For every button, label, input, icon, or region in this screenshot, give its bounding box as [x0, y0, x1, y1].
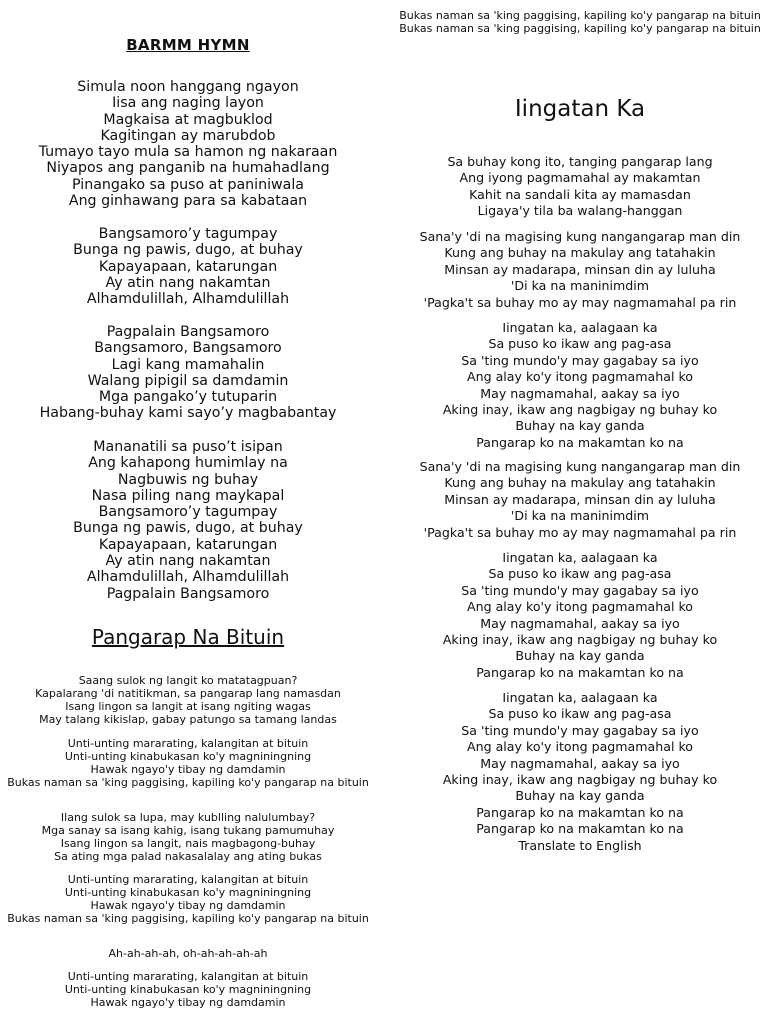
lyric-line: Sa ating mga palad nakasalalay ang ating bukas [54, 849, 322, 863]
lyric-line: Kahit na sandali kita ay mamasdan [469, 186, 691, 202]
lyric-line: Sa buhay kong ito, tanging pangarap lang [447, 154, 713, 169]
lyric-line: Unti-unting mararating, kalangitan at bituin [67, 737, 309, 750]
lyric-line: Buhay na kay ganda [515, 788, 645, 804]
lyric-line: Hawak ngayo'y tibay ng damdamin [90, 995, 286, 1009]
lyric-line: Saang sulok ng langit ko matatagpuan? [78, 674, 298, 687]
lyric-line: Kapalarang 'di natitikman, sa pangarap lang namasdan [35, 686, 341, 700]
stanza [394, 459, 766, 541]
lyric-line: Kapayapaan, katarungan [98, 536, 278, 553]
lyric-line: Nagbuwis ng buhay [117, 471, 259, 488]
stanza [394, 154, 766, 220]
lyric-line: Ilang sulok sa lupa, may kublling nalulumbay? [60, 811, 316, 824]
lyric-line: Ang alay ko'y itong pagmamahal ko [467, 739, 693, 755]
lyric-line: Pangarap ko na makamtan ko na [476, 804, 684, 820]
lyric-line: Iisa ang naging layon [112, 95, 264, 112]
lyric-line: 'Pagka't sa buhay mo ay may nagmamahal pa rin [423, 524, 737, 540]
lyric-line: Habang-buhay kami sayo’y magbabantay [39, 405, 337, 422]
lyric-line: Bunga ng pawis, dugo, at buhay [73, 520, 303, 537]
lyric-line: 'Di ka na maninimdim [510, 508, 650, 524]
lyric-line: Unti-unting kinabukasan ko'y magniningning [64, 982, 312, 996]
lyric-line: Pangarap ko na makamtan ko na [476, 664, 684, 680]
lyric-line: Kung ang buhay na makulay ang tatahakin [444, 475, 716, 491]
lyric-line: Bangsamoro, Bangsamoro [94, 340, 282, 357]
lyric-line: Bangsamoro’y tagumpay [98, 226, 278, 242]
lyric-line: Sa puso ko ikaw ang pag-asa [488, 566, 672, 582]
lyric-line: Alhamdulillah, Alhamdulillah [86, 569, 290, 586]
stanza [394, 229, 766, 311]
lyric-line: Isang lingon sa langit, nais magbagong-buhay [60, 836, 316, 850]
lyric-line: Bunga ng pawis, dugo, at buhay [73, 242, 303, 259]
lyric-line: Ang kahapong humimlay na [88, 455, 288, 472]
lyric-line: Ang alay ko'y itong pagmamahal ko [467, 369, 693, 385]
lyric-line: Lagi kang mamahalin [111, 356, 265, 373]
lyric-line: Translate to English [518, 837, 642, 853]
lyric-line: Hawak ngayo'y tibay ng damdamin [90, 898, 286, 912]
stanza [2, 971, 374, 1010]
lyric-line: May nagmamahal, aakay sa iyo [480, 755, 680, 771]
lyric-line: Sa 'ting mundo'y may gagabay sa iyo [461, 352, 699, 368]
lyric-line: Unti-unting kinabukasan ko'y magniningning [64, 749, 312, 763]
lyric-line: Mananatili sa puso’t isipan [93, 439, 283, 455]
lyric-line: Pagpalain Bangsamoro [106, 324, 270, 340]
lyric-line: Nasa piling nang maykapal [91, 487, 285, 504]
stanza [2, 948, 374, 961]
lyric-line: Bukas naman sa 'king paggising, kapiling ko'y pangarap na bituin [399, 9, 761, 22]
lyric-line: Simula noon hanggang ngayon [77, 79, 299, 95]
lyric-line: Bangsamoro’y tagumpay [98, 504, 278, 521]
lyric-line: Unti-unting mararating, kalangitan at bituin [67, 970, 309, 983]
lyric-line: Sa puso ko ikaw ang pag-asa [488, 706, 672, 722]
stanza [2, 738, 374, 790]
lyric-line: Pangarap ko na makamtan ko na [476, 821, 684, 837]
lyric-line: Minsan ay madarapa, minsan din ay luluha [444, 491, 716, 507]
lyric-line: Kung ang buhay na makulay ang tatahakin [444, 245, 716, 261]
lyric-line: May nagmamahal, aakay sa iyo [480, 385, 680, 401]
lyric-line: May nagmamahal, aakay sa iyo [480, 615, 680, 631]
lyric-line: Sana'y 'di na magising kung nangangarap man din [419, 229, 741, 244]
lyric-line: Walang pipigil sa damdamin [87, 372, 289, 389]
lyric-line: Hawak ngayo'y tibay ng damdamin [90, 762, 286, 776]
lyric-line: 'Pagka't sa buhay mo ay may nagmamahal pa rin [423, 294, 737, 310]
lyric-line: Buhay na kay ganda [515, 418, 645, 434]
lyric-line: Unti-unting kinabukasan ko'y magniningning [64, 885, 312, 899]
lyric-line: Aking inay, ikaw ang nagbigay ng buhay ko [442, 632, 718, 648]
lyric-line: Magkaisa at magbuklod [103, 111, 273, 128]
lyric-line: Ah-ah-ah-ah, oh-ah-ah-ah-ah [108, 947, 268, 960]
lyric-line: Tumayo tayo mula sa hamon ng nakaraan [38, 144, 338, 161]
pangarap-na-bituin-title: Pangarap Na Bituin [91, 625, 285, 649]
stanza [2, 226, 374, 307]
lyric-line: 'Di ka na maninimdim [510, 278, 650, 294]
lyric-line: Bukas naman sa 'king paggising, kapiling ko'y pangarap na bituin [399, 21, 761, 35]
stanza [2, 79, 374, 209]
lyric-line: Mga sanay sa isang kahig, isang tukang pamumuhay [41, 823, 335, 837]
lyric-line: Mga pangako’y tutuparin [98, 389, 278, 406]
lyric-line: Ligaya'y tila ba walang-hanggan [477, 203, 683, 219]
stanza [394, 690, 766, 854]
lyric-line: Pangarap ko na makamtan ko na [476, 434, 684, 450]
stanza [394, 320, 766, 451]
lyric-line: Unti-unting mararating, kalangitan at bituin [67, 873, 309, 886]
stanza [2, 675, 374, 727]
lyric-line: Sa 'ting mundo'y may gagabay sa iyo [461, 582, 699, 598]
lyric-line: Kapayapaan, katarungan [98, 258, 278, 275]
lyric-line: Pagpalain Bangsamoro [106, 585, 270, 602]
lyric-line: Ang ginhawang para sa kabataan [68, 193, 308, 210]
lyric-line: Alhamdulillah, Alhamdulillah [86, 291, 290, 308]
lyric-line: Buhay na kay ganda [515, 648, 645, 664]
lyric-line: Aking inay, ikaw ang nagbigay ng buhay ko [442, 402, 718, 418]
stanza [394, 550, 766, 681]
continued-lyrics [394, 10, 766, 36]
lyric-line: Ang iyong pagmamahal ay makamtan [459, 170, 701, 186]
lyric-line: Aking inay, ikaw ang nagbigay ng buhay ko [442, 772, 718, 788]
stanza [2, 812, 374, 864]
lyric-line: Ang alay ko'y itong pagmamahal ko [467, 599, 693, 615]
lyric-line: Pinangako sa puso at paniniwala [72, 176, 304, 193]
lyric-line: Bukas naman sa 'king paggising, kapiling ko'y pangarap na bituin [7, 775, 369, 789]
lyric-line: Iingatan ka, aalagaan ka [502, 320, 658, 335]
lyric-line: Sa 'ting mundo'y may gagabay sa iyo [461, 722, 699, 738]
lyric-line: Minsan ay madarapa, minsan din ay luluha [444, 261, 716, 277]
lyric-line: Bukas naman sa 'king paggising, kapiling ko'y pangarap na bituin [7, 911, 369, 925]
stanza [2, 439, 374, 602]
lyric-line: Ay atin nang nakamtan [105, 553, 271, 570]
lyric-line: Niyapos ang panganib na humahadlang [46, 160, 330, 177]
barmm-hymn-title: BARMM HYMN [126, 36, 250, 54]
stanza [2, 324, 374, 422]
lyric-line: Isang lingon sa langit at isang ngiting wagas [65, 699, 311, 713]
lyric-line: Sana'y 'di na magising kung nangangarap man din [419, 459, 741, 474]
lyric-line: Ay atin nang nakamtan [105, 274, 271, 291]
lyric-line: Kagitingan ay marubdob [100, 127, 276, 144]
iingatan-ka-title: Iingatan Ka [514, 96, 646, 122]
lyric-line: Iingatan ka, aalagaan ka [502, 550, 658, 565]
lyric-line: Sa puso ko ikaw ang pag-asa [488, 336, 672, 352]
lyric-line: Iingatan ka, aalagaan ka [502, 690, 658, 705]
stanza [2, 874, 374, 926]
lyric-line: May talang kikislap, gabay patungo sa tamang landas [39, 712, 337, 726]
